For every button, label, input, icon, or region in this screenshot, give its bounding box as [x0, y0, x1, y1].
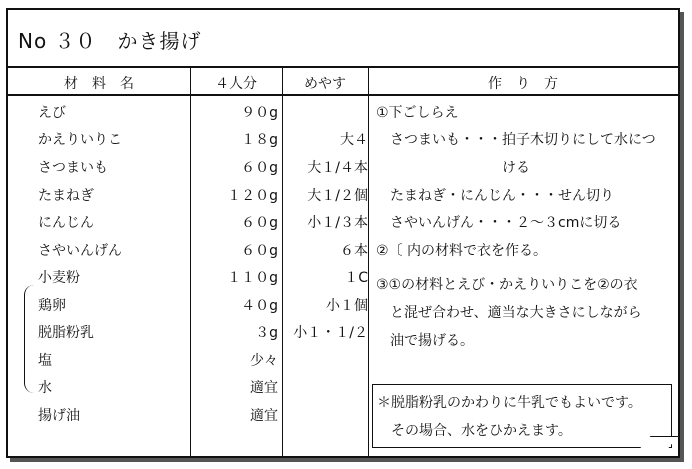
ingredient-measure: 小１/３本 — [307, 215, 368, 231]
header-ingredient: 材 料 名 — [64, 76, 134, 92]
header-measure: めやす — [304, 76, 346, 92]
ingredient-name: 小麦粉 — [38, 270, 80, 286]
ingredient-name: 脱脂粉乳 — [38, 325, 94, 341]
ingredient-amount: 適宜 — [250, 408, 278, 424]
recipe-card — [6, 8, 680, 458]
column-divider — [282, 68, 283, 456]
ingredient-amount: ６０g — [241, 243, 278, 259]
ingredient-amount: 適宜 — [250, 380, 278, 396]
ingredient-amount: ３g — [255, 325, 278, 341]
ingredient-measure: 大４ — [340, 132, 368, 148]
ingredient-measure: 大１/２個 — [307, 188, 368, 204]
ingredient-amount: 少々 — [250, 353, 278, 369]
card-shadow-bottom — [10, 458, 684, 462]
ingredient-name: さやいんげん — [38, 243, 122, 259]
ingredient-name: たまねぎ — [38, 188, 94, 204]
ingredient-measure: １C — [344, 270, 368, 286]
method-line: ①下ごしらえ — [376, 105, 459, 121]
note-box — [372, 384, 672, 448]
ingredient-name: かえりいりこ — [38, 132, 122, 148]
ingredient-measure: ６本 — [340, 243, 368, 259]
card-shadow-right — [680, 12, 684, 462]
ingredient-amount: ６０g — [241, 160, 278, 176]
table-header — [8, 68, 678, 96]
header-method: 作 り 方 — [488, 76, 558, 92]
method-line: ②〔 内の材料で衣を作る。 — [376, 243, 548, 259]
ingredient-name: さつまいも — [38, 160, 108, 176]
ingredient-amount: １２０g — [227, 188, 278, 204]
column-divider — [190, 68, 191, 456]
title-bar — [8, 10, 678, 68]
method-line: ける — [376, 160, 530, 176]
folded-corner — [640, 436, 679, 449]
method-line: と混ぜ合わせ、適当な大きさにしながら — [376, 305, 642, 321]
ingredient-measure: 小１・１/２ — [293, 325, 368, 341]
method-line: さやいんげん・・・２～３cmに切る — [376, 215, 622, 231]
ingredient-name: 塩 — [38, 353, 52, 369]
ingredient-measure: 大１/４本 — [307, 160, 368, 176]
column-divider — [368, 68, 369, 456]
method-line: 油で揚げる。 — [376, 333, 474, 349]
method-line: さつまいも・・・拍子木切りにして水につ — [376, 132, 656, 148]
ingredient-name: 揚げ油 — [38, 408, 80, 424]
header-amount: ４人分 — [215, 76, 257, 92]
ingredient-name: 鶏卵 — [38, 298, 66, 314]
batter-bracket — [24, 285, 35, 393]
ingredient-amount: １８g — [241, 132, 278, 148]
ingredient-amount: ６０g — [241, 215, 278, 231]
note-line: ＊脱脂粉乳のかわりに牛乳でもよいです。 — [377, 395, 642, 411]
method-line: ③①の材料とえび・かえりいりこを②の衣 — [376, 277, 638, 293]
ingredient-amount: １１０g — [227, 270, 278, 286]
recipe-title: No ３０ かき揚げ — [18, 29, 202, 53]
method-line: たまねぎ・にんじん・・・せん切り — [376, 188, 614, 204]
note-line: その場合、水をひかえます。 — [377, 423, 572, 439]
ingredient-name: えび — [38, 105, 66, 121]
ingredient-amount: ４０g — [241, 298, 278, 314]
ingredient-name: にんじん — [38, 215, 94, 231]
ingredient-measure: 小１個 — [326, 298, 368, 314]
ingredient-amount: ９０g — [241, 105, 278, 121]
ingredient-name: 水 — [38, 380, 52, 396]
